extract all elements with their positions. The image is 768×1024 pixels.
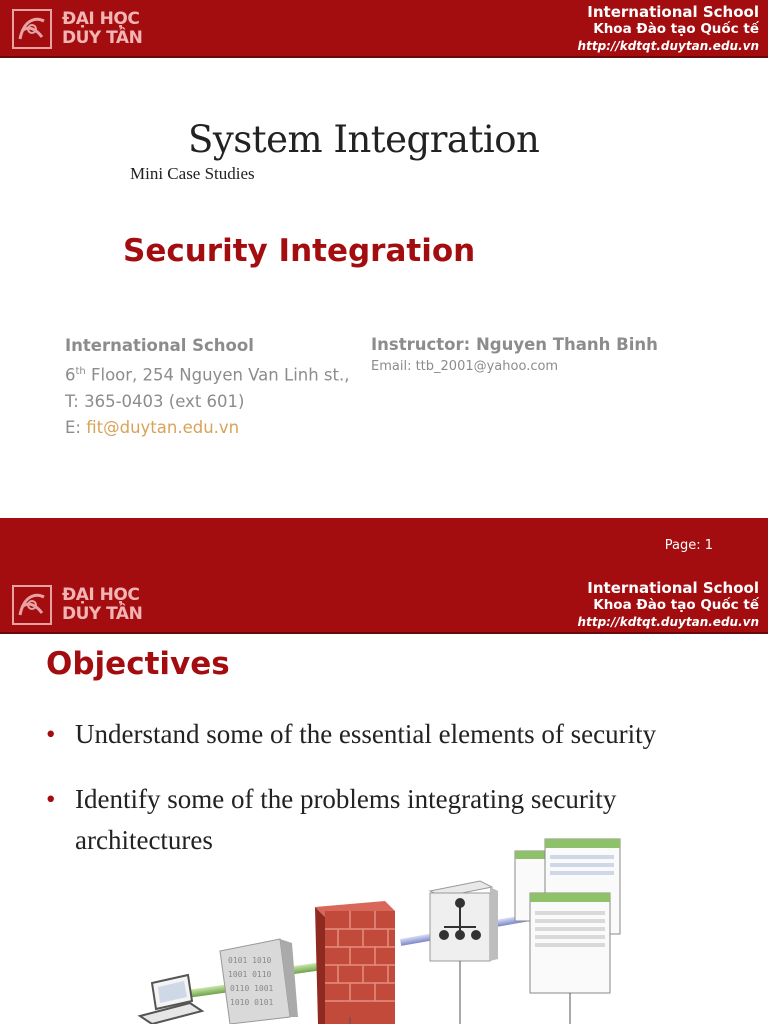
- security-architecture-diagram: [130, 831, 650, 1024]
- duy-tan-logo-icon: [12, 585, 52, 625]
- objectives-title: Objectives: [46, 646, 230, 682]
- logo: [12, 585, 147, 627]
- section-title: Security Integration: [123, 233, 476, 269]
- bullet-icon: •: [46, 784, 56, 814]
- firewall-icon: [315, 901, 395, 1024]
- header-bar: [0, 576, 768, 634]
- svg-text:0101 1010: 0101 1010: [228, 956, 272, 965]
- duy-tan-logo-icon: [12, 9, 52, 49]
- header-school-info: [578, 579, 759, 630]
- logo: [12, 9, 147, 51]
- school-url[interactable]: http://kdtqt.duytan.edu.vn: [577, 615, 759, 629]
- list-item: • Understand some of the essential elements of security: [46, 714, 746, 755]
- instructor-name: Instructor: Nguyen Thanh Binh: [371, 335, 658, 354]
- footer-bar: [0, 518, 768, 576]
- header-school-info: [578, 3, 759, 54]
- logo-text-line1: ĐẠI HỌC: [62, 9, 140, 29]
- email-line: E: fit@duytan.edu.vn: [65, 417, 240, 437]
- school-name-en: International School: [587, 579, 759, 597]
- slide-2: [0, 576, 768, 1024]
- school-url[interactable]: http://kdtqt.duytan.edu.vn: [577, 39, 759, 53]
- laptop-icon: [140, 975, 202, 1024]
- slide-title: System Integration: [188, 118, 540, 161]
- school-name-vi: Khoa Đào tạo Quốc tế: [593, 21, 759, 37]
- logo-text-line2: DUY TÂN: [62, 28, 143, 48]
- phone: T: 365-0403 (ext 601): [65, 391, 245, 411]
- binary-data-icon: [220, 939, 298, 1024]
- school-name-vi: Khoa Đào tạo Quốc tế: [593, 597, 759, 613]
- school-name-en: International School: [587, 3, 759, 21]
- school-name: International School: [65, 336, 254, 355]
- svg-text:1001 0110: 1001 0110: [228, 970, 272, 979]
- logo-text-line2: DUY TÂN: [62, 604, 143, 624]
- bullet-icon: •: [46, 719, 56, 749]
- school-contact: [65, 333, 350, 441]
- address: 6th Floor, 254 Nguyen Van Linh st.,: [65, 365, 350, 385]
- instructor-info: [371, 333, 658, 377]
- slide-subtitle: Mini Case Studies: [130, 164, 255, 183]
- logo-text-line1: ĐẠI HỌC: [62, 585, 140, 605]
- header-bar: [0, 0, 768, 58]
- email-link[interactable]: fit@duytan.edu.vn: [86, 417, 240, 437]
- instructor-email: Email: ttb_2001@yahoo.com: [371, 359, 559, 374]
- svg-text:0110 1001: 0110 1001: [230, 984, 274, 993]
- list-item: • Identify some of the problems integrating security architectures: [46, 779, 746, 861]
- page-number: Page: 1: [664, 538, 713, 553]
- network-switch-icon: [430, 881, 498, 1024]
- svg-text:1010 0101: 1010 0101: [230, 998, 274, 1007]
